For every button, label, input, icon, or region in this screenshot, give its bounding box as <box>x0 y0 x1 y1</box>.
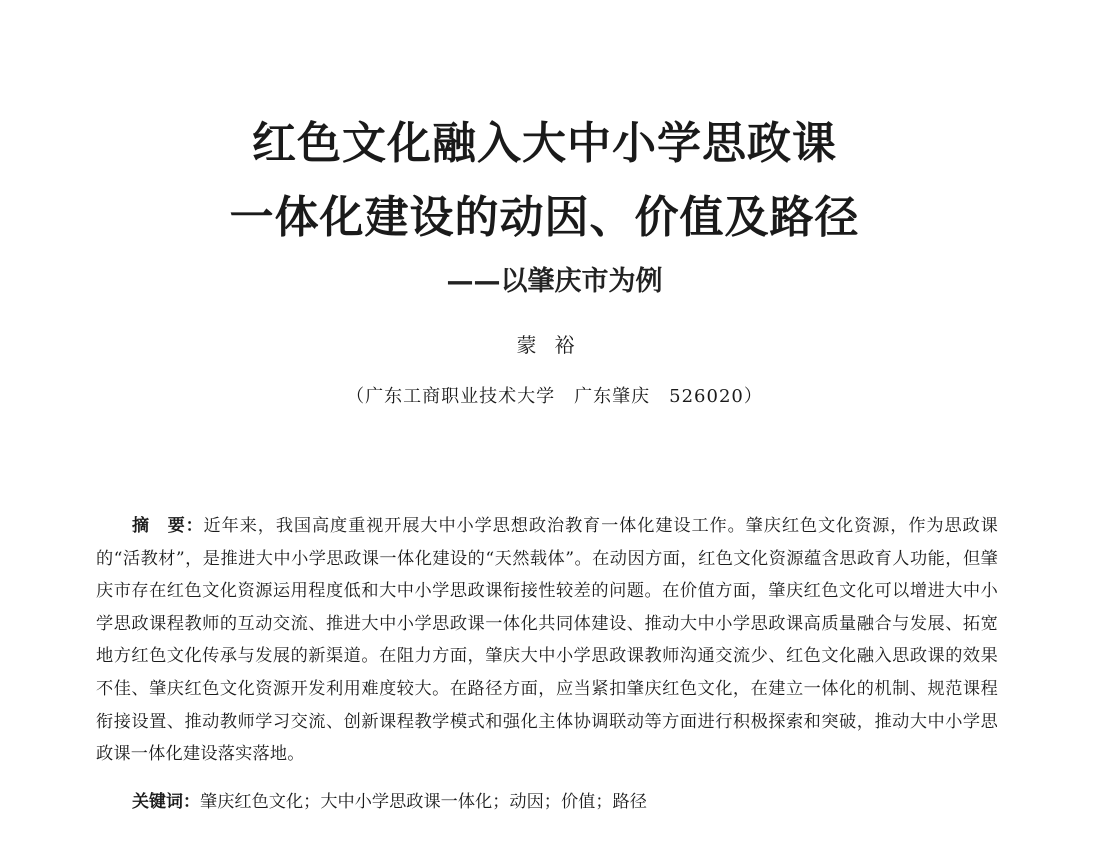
paper-subtitle: ——以肇庆市为例 <box>446 266 663 297</box>
abstract-text: 近年来，我国高度重视开展大中小学思想政治教育一体化建设工作。肇庆红色文化资源，作为思政课的“活教材”，是推进大中小学思政课一体化建设的“天然载体”。在动因方面，红色文化资源蕴含思政育人功能，但肇庆市存在红色文化资源运用程度低和大中小学思政课衔接性较差的问题。在价值方面，肇庆红色文化可以增进大中小学思政课程教师的互动交流、推进大中小学思政课一体化共同体建设、推动大中小学思政课高质量融合与发展、拓宽地方红色文化传承与发展的新渠道。在阻力方面，肇庆大中小学思政课教师沟通交流少、红色文化融入思政课的效果不佳、肇庆红色文化资源开发利用难度较大。在路径方面，应当紧扣肇庆红色文化，在建立一体化的机制、规范课程衔接设置、推动教师学习交流、创新课程教学模式和强化主体协调联动等方面进行积极探索和突破，推动大中小学思政课一体化建设落实落地。 <box>96 516 998 765</box>
paper-title-line-2: 一体化建设的动因、价值及路径 <box>229 192 860 243</box>
keywords-text: 肇庆红色文化；大中小学思政课一体化；动因；价值；路径 <box>200 792 647 812</box>
abstract <box>96 510 998 771</box>
author-name: 蒙裕 <box>516 333 593 357</box>
keywords <box>132 788 998 816</box>
paper-title-line-1: 红色文化融入大中小学思政课 <box>252 118 837 169</box>
author-affiliation: （广东工商职业技术大学 广东肇庆 526020） <box>346 386 763 407</box>
keywords-label: 关键词： <box>132 792 200 812</box>
abstract-label: 摘 要： <box>132 516 204 536</box>
